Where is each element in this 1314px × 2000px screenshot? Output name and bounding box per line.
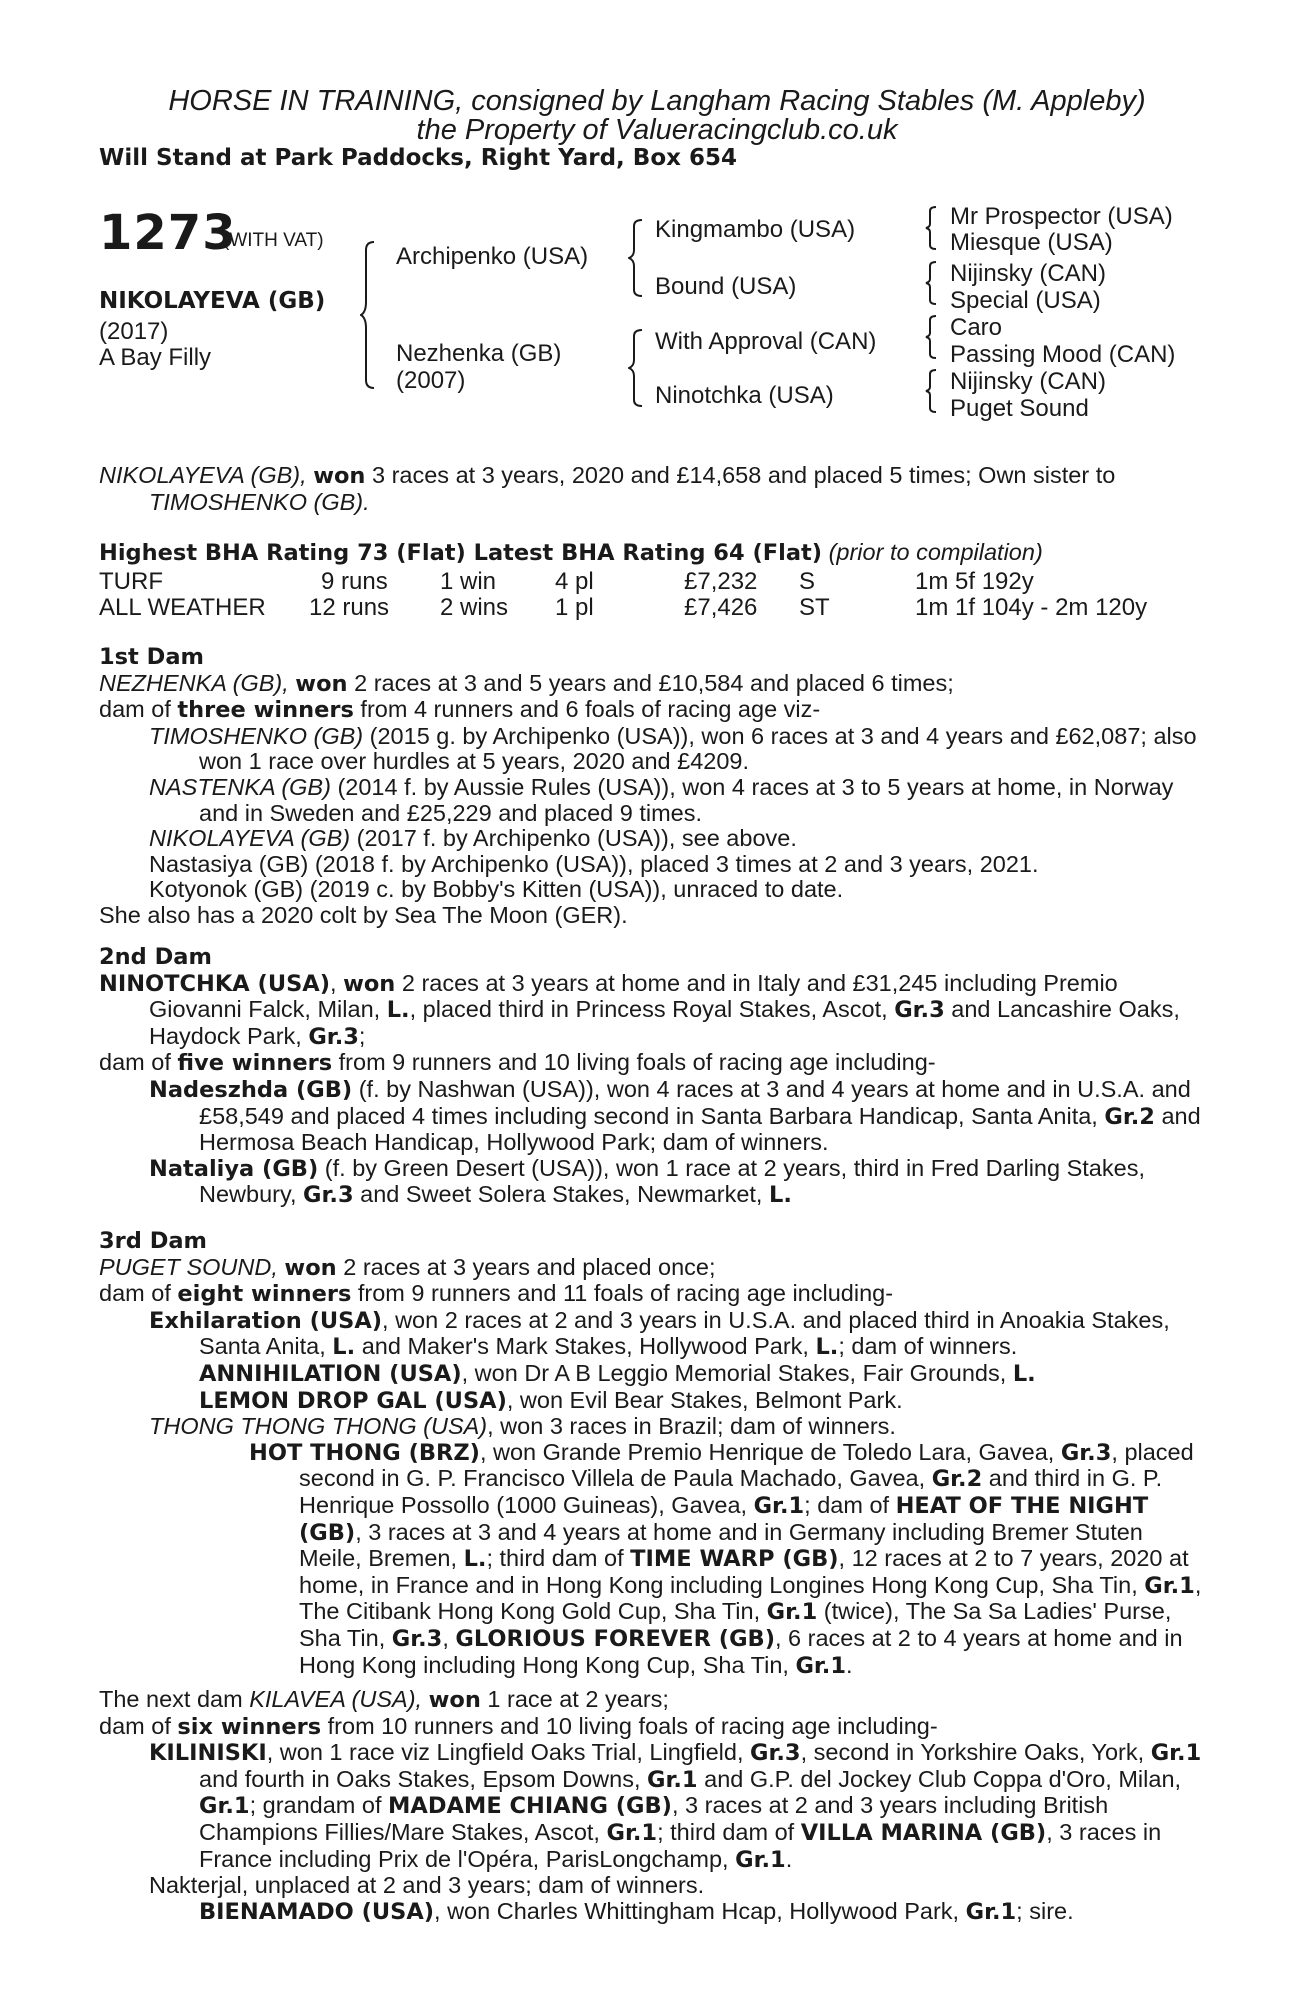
progeny-thong-thong-thong-text: , won 3 races in Brazil; dam of winners. [487,1413,896,1440]
third-dam-record: 2 races at 3 years and placed once; [343,1253,716,1280]
first-dam-runners: from 4 runners and 6 foals of racing age viz- [360,696,821,723]
group3-badge: Gr.3 [750,1740,801,1767]
progeny-kotyonok: Kotyonok (GB) (2019 c. by Bobby's Kitten (USA)), unraced to date. [149,876,844,903]
third-dam-won: won [284,1254,337,1281]
pedigree-g3: Nijinsky (CAN) [950,260,1106,287]
progeny-colt: She also has a 2020 colt by Sea The Moon (GER). [99,901,628,928]
row2-dist: 1m 1f 104y - 2m 120y [915,594,1148,621]
pedigree-g6: Passing Mood (CAN) [950,341,1176,368]
pedigree-sire: Archipenko (USA) [396,243,589,270]
kiliniski-text-1: , won 1 race viz Lingfield Oaks Trial, Lingfield, [266,1739,744,1766]
property-line: the Property of Valueracingclub.co.uk [416,114,898,146]
progeny-nastenka: NASTENKA (GB) [149,773,331,800]
first-dam-record: 2 races at 3 and 5 years and £10,584 and placed 6 times; [354,669,954,696]
next-dam-won: won [428,1687,481,1713]
progeny-nadeszhda: Nadeszhda (GB) [149,1076,353,1103]
hot-thong-text-9: (twice), The Sa Sa Ladies' Purse, Sha Tin, [299,1598,1172,1651]
progeny-nataliya-text-2: and Sweet Solera Stakes, Newmarket, [360,1181,763,1208]
progeny-lemon-drop-gal: LEMON DROP GAL (USA) [199,1387,507,1414]
ratings-note: (prior to compilation) [828,539,1043,565]
hot-thong-text-5: , 3 races at 3 and 4 years at home and in Germany including Bremer Stuten Meile, Bremen, [299,1518,1143,1572]
second-dam-heading: 2nd Dam [99,944,212,970]
summary-horse: NIKOLAYEVA (GB), [99,462,307,488]
pedigree-sire-dam: Bound (USA) [655,273,797,300]
group2-badge: Gr.2 [1104,1103,1155,1130]
second-dam-runners: from 9 runners and 10 living foals of racing age including- [338,1049,936,1076]
pedigree-brace-g1 [924,205,940,251]
horse-year: (2017) [99,318,169,345]
second-dam-damof: dam of [99,1049,171,1076]
second-dam-record-2: , placed third in Princess Royal Stakes, Ascot, [409,996,888,1023]
madame-chiang: MADAME CHIANG (GB) [388,1793,672,1820]
group1-badge: Gr.1 [199,1793,250,1820]
next-dam-damof: dam of [99,1712,171,1739]
group1-badge: Gr.1 [1150,1740,1202,1767]
first-dam-winners: three winners [177,697,354,724]
progeny-annihilation: ANNIHILATION (USA) [199,1360,462,1387]
hot-thong-text-1: , won Grande Premio Henrique de Toledo Lara, Gavea, [479,1438,1055,1465]
hot-thong-text-8: , The Citibank Hong Kong Gold Cup, Sha Tin, [299,1571,1202,1625]
second-dam-won: won [343,970,396,997]
progeny-annihilation-text: , won Dr A B Leggio Memorial Stakes, Fair Grounds, [461,1359,1007,1386]
stand-location: Will Stand at Park Paddocks, Right Yard, Box 654 [99,145,737,171]
progeny-nakterjal: Nakterjal, unplaced at 2 and 3 years; dam of winners. [149,1872,705,1899]
villa-marina: VILLA MARINA (GB) [800,1819,1047,1846]
group1-badge: Gr.1 [753,1492,805,1519]
progeny-exhilaration-text: , won 2 races at 2 and 3 years in U.S.A. and placed third in Anoakia Stakes, Santa Anita, [199,1306,1170,1360]
vat-note: (WITH VAT) [223,230,324,251]
second-dam-section: 2nd Dam NINOTCHKA (USA), won 2 races at 3 years at home and in Italy and £31,245 including Premio Giovanni Falck, Milan, L., placed third in Princess Royal Stakes, Ascot, Gr.3 and Lancashire Oaks, Haydock Park, Gr.3; dam of five winners from 9 runners and 10 living foals of racing age including- Nadeszhda (GB) (f. by Nashwan (USA)), won 4 races at 3 and 4 years at home and in U.S.A. and £58,549 and placed 4 times including second in Santa Barbara Handicap, Santa Anita, Gr.2 and Hermosa Beach Handicap, Hollywood Park; dam of winners. Nataliya (GB) (f. by Green Desert (USA)), won 1 race at 2 years, third in Fred Darling Stakes, Newbury, Gr.3 and Sweet Solera Stakes, Newmarket, L. [99,944,1201,1209]
progeny-exhilaration-text-2: and Maker's Mark Stakes, Hollywood Park, [361,1333,809,1360]
listed-badge: L. [1012,1360,1036,1387]
summary-won: won [313,463,366,489]
group3-badge: Gr.3 [894,997,945,1024]
next-dam-winners: six winners [177,1713,322,1740]
first-dam-damof: dam of [99,696,171,723]
bienamado-text-2: ; sire. [1016,1897,1074,1924]
progeny-nikolayeva: NIKOLAYEVA (GB) [149,825,351,852]
group3-badge: Gr.3 [303,1182,354,1209]
pedigree-g8: Puget Sound [950,395,1089,422]
listed-badge: L. [463,1546,487,1573]
hot-thong-text-10: , 6 races at 2 to 4 years at home and in Hong Kong including Hong Kong Cup, Sha Tin, [299,1624,1183,1678]
kiliniski-text-2: , second in Yorkshire Oaks, York, [800,1739,1145,1766]
kiliniski-text-4: and G.P. del Jockey Club Coppa d'Oro, Milan, [704,1765,1182,1792]
second-dam-winners: five winners [177,1050,333,1077]
first-dam-won: won [295,670,348,697]
third-dam-section: 3rd Dam PUGET SOUND, won 2 races at 3 years and placed once; dam of eight winners from 9 runners and 11 foals of racing age including- Exhilaration (USA), won 2 races at 2 and 3 years in U.S.A. and placed third in Anoakia Stakes, Santa Anita, L. and Maker's Mark Stakes, Hollywood Park, L.; dam of winners. ANNIHILATION (USA), won Dr A B Leggio Memorial Stakes, Fair Grounds, L. LEMON DROP GAL (USA), won Evil Bear Stakes, Belmont Park. THONG THONG THONG (USA), won 3 races in Brazil; dam of winners. HOT THONG (BRZ), won Grande Premio Henrique de Toledo Lara, Gavea, Gr.3, placed second in G. P. Francisco Villela de Paula Machado, Gavea, Gr.2 and third in G. P. Henrique Possollo (1000 Guineas), Gavea, Gr.1; dam of HEAT OF THE NIGHT (GB), 3 races at 3 and 4 years at home and in Germany including Bremer Stuten Meile, Bremen, L.; third dam of TIME WARP (GB), 12 races at 2 to 7 years, 2020 at home, in France and in Hong Kong including Longines Hong Kong Cup, Sha Tin, Gr.1, The Citibank Hong Kong Gold Cup, Sha Tin, Gr.1 (twice), The Sa Sa Ladies' Purse, Sha Tin, Gr.3, GLORIOUS FOREVER (GB), 6 races at 2 to 4 years at home and in Hong Kong including Hong Kong Cup, Sha Tin, Gr.1. [99,1228,1202,1679]
progeny-timoshenko-text: (2015 g. by Archipenko (USA)), won 6 races at 3 and 4 years and £62,087; also won 1 race over hurdles at 5 years, 2020 and £4209. [199,722,1197,775]
ratings-heading-line [99,540,1205,567]
row2-runs: 12 runs [309,594,390,621]
pedigree-dam-dam: Ninotchka (USA) [655,382,834,409]
group3-badge: Gr.3 [391,1625,443,1652]
group1-badge: Gr.1 [766,1599,818,1626]
listed-badge: L. [815,1334,839,1361]
hot-thong-text-3: and third in G. P. Henrique Possollo (1000 Guineas), Gavea, [299,1465,1163,1518]
progeny-kiliniski: KILINISKI [149,1740,267,1767]
first-dam-heading: 1st Dam [99,644,204,670]
kiliniski-text-3: and fourth in Oaks Stakes, Epsom Downs, [199,1765,641,1792]
next-dam-record: 1 race at 2 years; [487,1686,669,1712]
horse-name: NIKOLAYEVA (GB) [99,288,326,314]
progeny-nastenka-text: (2014 f. by Aussie Rules (USA)), won 4 races at 3 to 5 years at home, in Norway and in Sweden and £25,229 and placed 9 times. [199,773,1174,826]
group1-badge: Gr.1 [795,1652,847,1679]
progeny-exhilaration-text-3: ; dam of winners. [838,1333,1018,1360]
first-dam-name: NEZHENKA (GB), [99,669,289,696]
bienamado-text-1: , won Charles Whittingham Hcap, Hollywood Park, [434,1897,960,1924]
third-dam-heading: 3rd Dam [99,1228,207,1254]
hot-thong-text-4: ; dam of [804,1491,890,1518]
progeny-timoshenko: TIMOSHENKO (GB) [149,722,364,749]
pedigree-g7: Nijinsky (CAN) [950,368,1106,395]
summary-sister: TIMOSHENKO (GB). [149,488,370,515]
pedigree-brace-g2 [924,260,940,306]
lot-number: 1273 [99,205,237,261]
first-dam-section [99,644,1205,929]
pedigree-brace-g4 [924,368,940,414]
kiliniski-text-7: ; third dam of [657,1818,795,1845]
group3-badge: Gr.3 [308,1023,359,1050]
row1-runs: 9 runs [321,568,388,595]
progeny-hot-thong: HOT THONG (BRZ) [249,1439,480,1466]
row2-pl: 1 pl [555,594,594,621]
consignor-line: HORSE IN TRAINING, consigned by Langham Racing Stables (M. Appleby) [168,85,1146,117]
pedigree-g4: Special (USA) [950,287,1101,314]
progeny-nastasiya: Nastasiya (GB) (2018 f. by Archipenko (USA)), placed 3 times at 2 and 3 years, 2021. [149,850,1039,877]
pedigree-g5: Caro [950,314,1003,341]
pedigree-brace-g3 [924,314,940,360]
row1-going: S [799,568,816,595]
time-warp: TIME WARP (GB) [630,1546,839,1573]
group2-badge: Gr.2 [931,1466,983,1493]
pedigree-g1: Mr Prospector (USA) [950,203,1173,230]
pedigree-brace-dam [628,328,648,408]
progeny-lemon-drop-gal-text: , won Evil Bear Stakes, Belmont Park. [506,1386,903,1413]
glorious-forever: GLORIOUS FOREVER (GB) [455,1625,775,1652]
pedigree-dam-sire: With Approval (CAN) [655,328,877,355]
progeny-nikolayeva-text: (2017 f. by Archipenko (USA)), see above. [356,825,797,852]
next-dam-section: The next dam KILAVEA (USA), won 1 race at 2 years; dam of six winners from 10 runners and 10 living foals of racing age including- KILINISKI, won 1 race viz Lingfield Oaks Trial, Lingfield, Gr.3, second in Yorkshire Oaks, York, Gr.1 and fourth in Oaks Stakes, Epsom Downs, Gr.1 and G.P. del Jockey Club Coppa d'Oro, Milan, Gr.1; grandam of MADAME CHIANG (GB), 3 races at 2 and 3 years including British Champions Fillies/Mare Stakes, Ascot, Gr.1; third dam of VILLA MARINA (GB), 3 races in France including Prix de l'Opéra, ParisLongchamp, Gr.1. Nakterjal, unplaced at 2 and 3 years; dam of winners. BIENAMADO (USA), won Charles Whittingham Hcap, Hollywood Park, Gr.1; sire. [99,1686,1202,1925]
horse-description: A Bay Filly [99,344,212,371]
pedigree-sire-sire: Kingmambo (USA) [655,216,856,243]
pedigree-dam-year: (2007) [396,367,466,394]
summary-text: 3 races at 3 years, 2020 and £14,658 and placed 5 times; Own sister to [371,462,1116,488]
row2-going: ST [799,594,830,621]
pedigree-dam: Nezhenka (GB) [396,340,562,367]
second-dam-name: NINOTCHKA (USA) [99,970,330,997]
group1-badge: Gr.1 [1144,1572,1195,1599]
third-dam-winners: eight winners [177,1281,352,1308]
pedigree-g2: Miesque (USA) [950,229,1113,256]
ratings-heading: Highest BHA Rating 73 (Flat) Latest BHA Rating 64 (Flat) [99,540,823,566]
row1-wins: 1 win [440,568,497,595]
listed-badge: L. [768,1182,792,1209]
row1-pl: 4 pl [555,568,594,595]
group1-badge: Gr.1 [606,1819,658,1846]
third-dam-damof: dam of [99,1280,171,1307]
kiliniski-text-5: ; grandam of [249,1792,382,1819]
progeny-nataliya: Nataliya (GB) [149,1155,319,1182]
second-dam-record: 2 races at 3 years at home and in Italy and £31,245 including Premio Giovanni Falck, Milan, [149,969,1118,1023]
hot-thong-text-7: , 12 races at 2 to 7 years, 2020 at home, in France and in Hong Kong including Longines Hong Kong Cup, Sha Tin, [299,1545,1189,1598]
group1-badge: Gr.1 [735,1846,786,1873]
row1-surface: TURF [99,568,163,595]
progeny-nadeszhda-text: (f. by Nashwan (USA)), won 4 races at 3 and 4 years at home and in U.S.A. and £58,549 and placed 4 times including second in Santa Barbara Handicap, Santa Anita, [199,1075,1191,1129]
listed-badge: L. [386,997,410,1024]
hot-thong-text-6: ; third dam of [486,1545,624,1572]
group1-badge: Gr.1 [647,1766,698,1793]
row1-dist: 1m 5f 192y [915,568,1034,595]
row2-prize: £7,426 [684,594,758,621]
row2-wins: 2 wins [440,594,509,621]
next-dam-runners: from 10 runners and 10 living foals of racing age including- [327,1712,938,1739]
kiliniski-text-6: , 3 races at 2 and 3 years including British Champions Fillies/Mare Stakes, Ascot, [199,1792,1109,1845]
progeny-bienamado: BIENAMADO (USA) [199,1898,435,1925]
group3-badge: Gr.3 [1060,1439,1112,1466]
hot-thong-text-2: , placed second in G. P. Francisco Villela de Paula Machado, Gavea, [299,1438,1194,1492]
pedigree-brace-main [360,240,380,390]
pedigree-brace-sire [628,218,648,298]
next-dam-intro: The next dam [99,1686,243,1712]
progeny-exhilaration: Exhilaration (USA) [149,1307,383,1334]
listed-badge: L. [332,1334,356,1361]
kiliniski-text-8: , 3 races in France including Prix de l'Opéra, ParisLongchamp, [199,1818,1162,1872]
heat-of-the-night: HEAT OF THE NIGHT (GB) [299,1492,1149,1546]
progeny-nadeszhda-text-2: and Hermosa Beach Handicap, Hollywood Park; dam of winners. [199,1102,1201,1156]
race-summary [99,463,1205,515]
group1-badge: Gr.1 [965,1898,1017,1925]
progeny-nataliya-text: (f. by Green Desert (USA)), won 1 race at 2 years, third in Fred Darling Stakes, Newbury, [199,1154,1145,1208]
row2-surface: ALL WEATHER [99,594,266,621]
next-dam-name: KILAVEA (USA), [249,1686,423,1712]
row1-prize: £7,232 [684,568,758,595]
third-dam-runners: from 9 runners and 11 foals of racing age including- [357,1280,894,1307]
third-dam-name: PUGET SOUND, [99,1253,278,1280]
progeny-thong-thong-thong: THONG THONG THONG (USA) [149,1413,488,1440]
second-dam-record-3: and Lancashire Oaks, Haydock Park, [149,996,1180,1049]
